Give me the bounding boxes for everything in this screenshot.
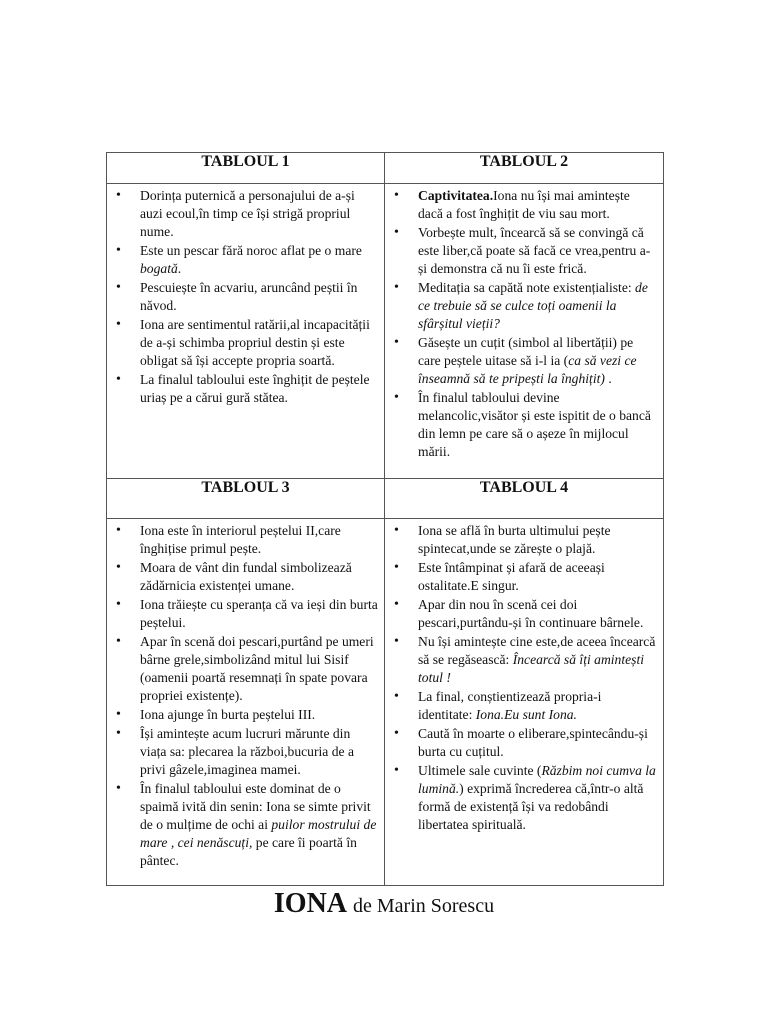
text-run: Meditația sa capătă note existențialiste: <box>418 280 636 295</box>
cell-tabloul-3 <box>107 519 385 886</box>
list-item <box>390 633 657 687</box>
text-run: Vorbește mult, încearcă să se convingă că este liber,că poate să facă ce vrea,pentru a-și demonstra că nu îi este frică. <box>418 225 651 276</box>
header-tabloul-1: TABLOUL 1 <box>107 153 385 184</box>
list-item <box>112 559 378 595</box>
text-run: . <box>604 371 612 386</box>
list-tabloul-2 <box>385 184 663 466</box>
text-run: Răzbim noi cumva la lumină. <box>418 763 656 796</box>
list-item <box>390 596 657 632</box>
list-item <box>112 522 378 558</box>
list-tabloul-1 <box>107 184 384 412</box>
text-run: Apar în scenă doi pescari,purtând pe umeri bârne grele,simbolizând mitul lui Sisif (oamenii poartă resemnați în spate povara propriei existențe). <box>140 634 374 703</box>
list-item <box>112 706 378 724</box>
text-run: bogată <box>140 261 178 276</box>
text-run: Iona trăiește cu speranța că va ieși din burta peștelui. <box>140 597 378 630</box>
cell-tabloul-2 <box>385 184 664 479</box>
text-run: Iona se află în burta ultimului pește spintecat,unde se zărește o plajă. <box>418 523 611 556</box>
list-item <box>112 780 378 870</box>
text-run: Iona nu își mai amintește dacă a fost înghițit de viu sau mort. <box>418 188 630 221</box>
text-run: Găsește un cuțit (simbol al libertății) pe care peștele uitase să i-l ia ( <box>418 335 634 368</box>
content-row-2 <box>107 519 664 886</box>
header-row-2 <box>107 479 664 519</box>
text-run: Este întâmpinat și afară de aceeași ostalitate.E singur. <box>418 560 605 593</box>
list-item <box>390 559 657 595</box>
list-item <box>112 725 378 779</box>
text-run: Iona are sentimentul ratării,al incapacității de a-și schimba propriul destin și este obligat să își accepte propria soartă. <box>140 317 370 368</box>
list-item <box>390 187 657 223</box>
text-run: ca să vezi ce înseamnă să te pripești la înghițit) <box>418 353 637 386</box>
text-run: pe care îi poartă în pântec. <box>140 835 357 868</box>
list-item <box>390 762 657 834</box>
list-tabloul-3 <box>107 519 384 875</box>
text-run: Apar din nou în scenă cei doi pescari,purtându-și în continuare bârnele. <box>418 597 644 630</box>
list-tabloul-4 <box>385 519 663 839</box>
header-row-1 <box>107 153 664 184</box>
list-item <box>112 279 378 315</box>
text-run: La final, conștientizează propria-i identitate: <box>418 689 602 722</box>
list-item <box>390 389 657 461</box>
header-tabloul-2: TABLOUL 2 <box>385 153 664 184</box>
text-run: Pescuiește în acvariu, aruncând peștii în năvod. <box>140 280 358 313</box>
list-item <box>112 187 378 241</box>
list-item <box>112 242 378 278</box>
text-run: În finalul tabloului este dominat de o spaimă ivită din senin: Iona se simte privit de o mulțime de ochi ai <box>140 781 371 832</box>
list-item <box>112 371 378 407</box>
list-item <box>390 725 657 761</box>
list-item <box>390 688 657 724</box>
text-run: Caută în moarte o eliberare,spintecându-și burta cu cuțitul. <box>418 726 648 759</box>
list-item <box>390 279 657 333</box>
text-run: ) exprimă încrederea că,într-o altă formă de existență își va redobândi libertatea spirituală. <box>418 781 644 832</box>
text-run: Își amintește acum lucruri mărunte din viața sa: plecarea la război,bucuria de a privi gâzele,imaginea mamei. <box>140 726 354 777</box>
text-run: Moara de vânt din fundal simbolizează zădărnicia existenței umane. <box>140 560 352 593</box>
text-run: Este un pescar fără noroc aflat pe o mare <box>140 243 362 258</box>
text-run: Ultimele sale cuvinte ( <box>418 763 542 778</box>
text-run: În finalul tabloului devine melancolic,visător și este ispitit de o bancă din lemn pe care să o așeze în mijlocul mării. <box>418 390 651 459</box>
list-item <box>390 522 657 558</box>
header-tabloul-4: TABLOUL 4 <box>385 479 664 519</box>
list-item <box>112 633 378 705</box>
text-run: Iona.Eu sunt Iona. <box>475 707 577 722</box>
text-run: Dorința puternică a personajului de a-și auzi ecoul,în timp ce își strigă propriul nume. <box>140 188 355 239</box>
cell-tabloul-4 <box>385 519 664 886</box>
tablouri-table <box>106 152 664 886</box>
text-run: Încearcă să îți amintești totul ! <box>418 652 644 685</box>
text-run: La finalul tabloului este înghițit de peștele uriaș pe a cărui gură stătea. <box>140 372 370 405</box>
list-item <box>112 316 378 370</box>
content-row-1 <box>107 184 664 479</box>
text-run: Iona este în interiorul peștelui II,care înghițise primul pește. <box>140 523 341 556</box>
text-run: Nu își amintește cine este,de aceea încearcă să se regăsească: <box>418 634 656 667</box>
document-title <box>0 888 768 920</box>
text-run: puilor mostrului de mare , cei nenăscuți, <box>140 817 377 850</box>
text-run: Captivitatea. <box>418 188 494 203</box>
list-item <box>390 224 657 278</box>
list-item <box>112 596 378 632</box>
title-author: de Marin Sorescu <box>353 895 495 917</box>
text-run: de ce trebuie să se culce toți oamenii la sfârșitul vieții? <box>418 280 648 331</box>
title-iona: IONA <box>273 888 348 919</box>
text-run: . <box>177 261 182 276</box>
text-run: Iona ajunge în burta peștelui III. <box>140 707 316 722</box>
cell-tabloul-1 <box>107 184 385 479</box>
list-item <box>390 334 657 388</box>
header-tabloul-3: TABLOUL 3 <box>107 479 385 519</box>
